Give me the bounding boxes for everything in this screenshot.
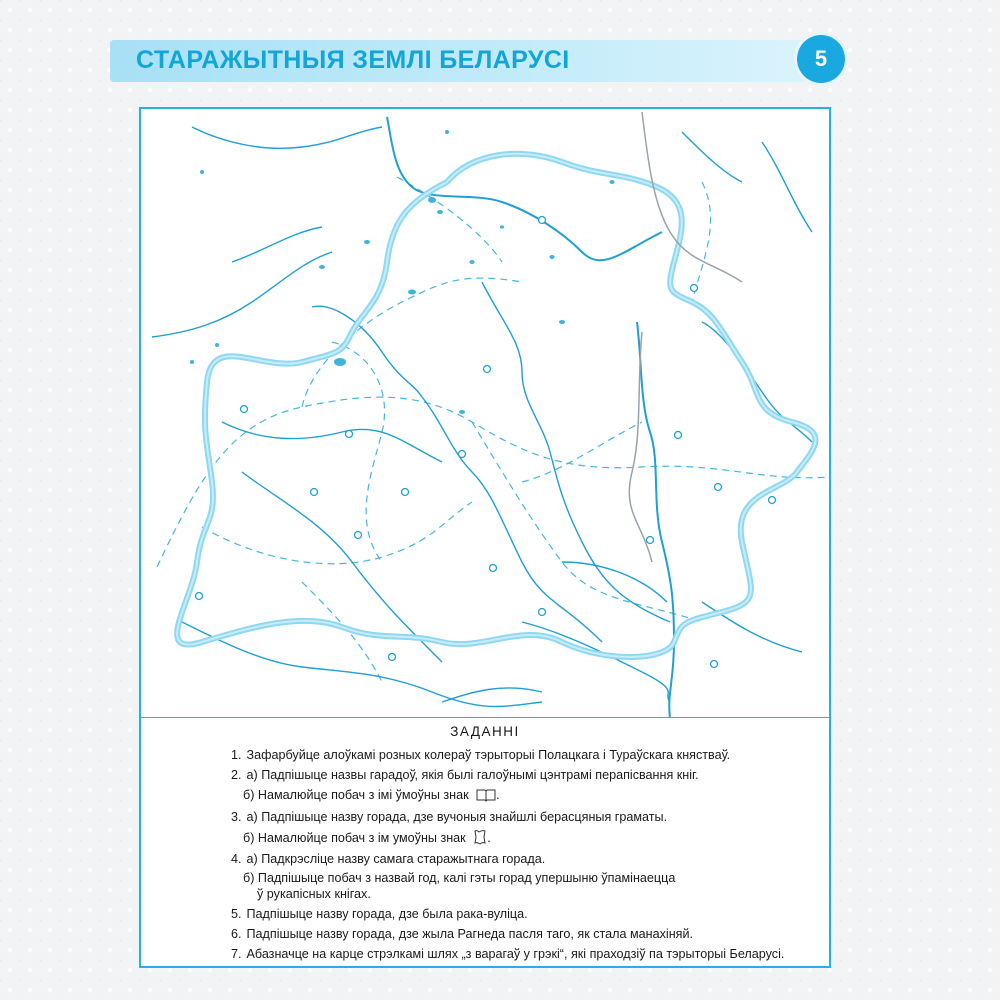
task-2b: б) Намалюйце побач з імі ўмоўны знак . — [243, 787, 500, 806]
task-4b — [243, 870, 675, 886]
page-title: СТАРАЖЫТНЫЯ ЗЕМЛІ БЕЛАРУСІ — [136, 46, 570, 74]
task-number: 1. — [231, 748, 242, 762]
task-number: 3. — [231, 810, 242, 824]
contour-map — [139, 107, 831, 721]
task-number: 6. — [231, 927, 242, 941]
task-text: ў рукапісных кнігах. — [257, 887, 371, 901]
task-2a — [231, 767, 699, 783]
task-4b-cont — [257, 886, 371, 902]
state-border-inner — [177, 154, 815, 657]
task-1 — [231, 747, 730, 763]
task-4a — [231, 851, 545, 867]
task-number: 4. — [231, 852, 242, 866]
task-3b: б) Намалюйце побач з ім умоўны знак . — [243, 829, 491, 849]
task-number: 2. — [231, 768, 242, 782]
city-circles — [196, 217, 776, 668]
book-icon — [476, 788, 496, 806]
page-number-badge: 5 — [797, 35, 845, 83]
task-3a — [231, 809, 667, 825]
task-text: а) Падкрэсліце назву самага старажытнага горада. — [246, 852, 546, 866]
task-text: а) Падпішыце назвы гарадоў, якія былі галоўнымі цэнтрамі перапісвання кніг. — [246, 768, 699, 782]
region-boundaries — [157, 177, 829, 682]
task-7 — [231, 946, 784, 962]
scroll-icon — [473, 829, 487, 849]
task-text: Падпішыце назву горада, дзе была рака-вуліца. — [246, 907, 528, 921]
tasks-panel — [139, 717, 831, 968]
task-text: б) Намалюйце побач з імі ўмоўны знак — [243, 788, 469, 802]
lakes — [190, 130, 615, 414]
task-number: 5. — [231, 907, 242, 921]
task-text: Абазначце на карце стрэлкамі шлях „з варагаў у грэкі“, які праходзіў па тэрыторыі Беларусі. — [246, 947, 785, 961]
task-number: 7. — [231, 947, 242, 961]
state-border — [177, 154, 815, 657]
tasks-heading: ЗАДАННІ — [450, 724, 520, 739]
task-text: б) Намалюйце побач з ім умоўны знак — [243, 831, 466, 845]
task-text: Падпішыце назву горада, дзе жыла Рагнеда пасля таго, як стала манахіняй. — [246, 927, 694, 941]
task-text: а) Падпішыце назву горада, дзе вучоныя знайшлі берасцяныя граматы. — [246, 810, 668, 824]
task-5 — [231, 906, 528, 922]
task-text: Зафарбуйце алоўкамі розных колераў тэрыторыі Полацкага і Тураўскага княстваў. — [246, 748, 731, 762]
task-text: б) Падпішыце побач з назвай год, калі гэты горад упершыню ўпамінаецца — [243, 871, 676, 885]
task-6 — [231, 926, 693, 942]
